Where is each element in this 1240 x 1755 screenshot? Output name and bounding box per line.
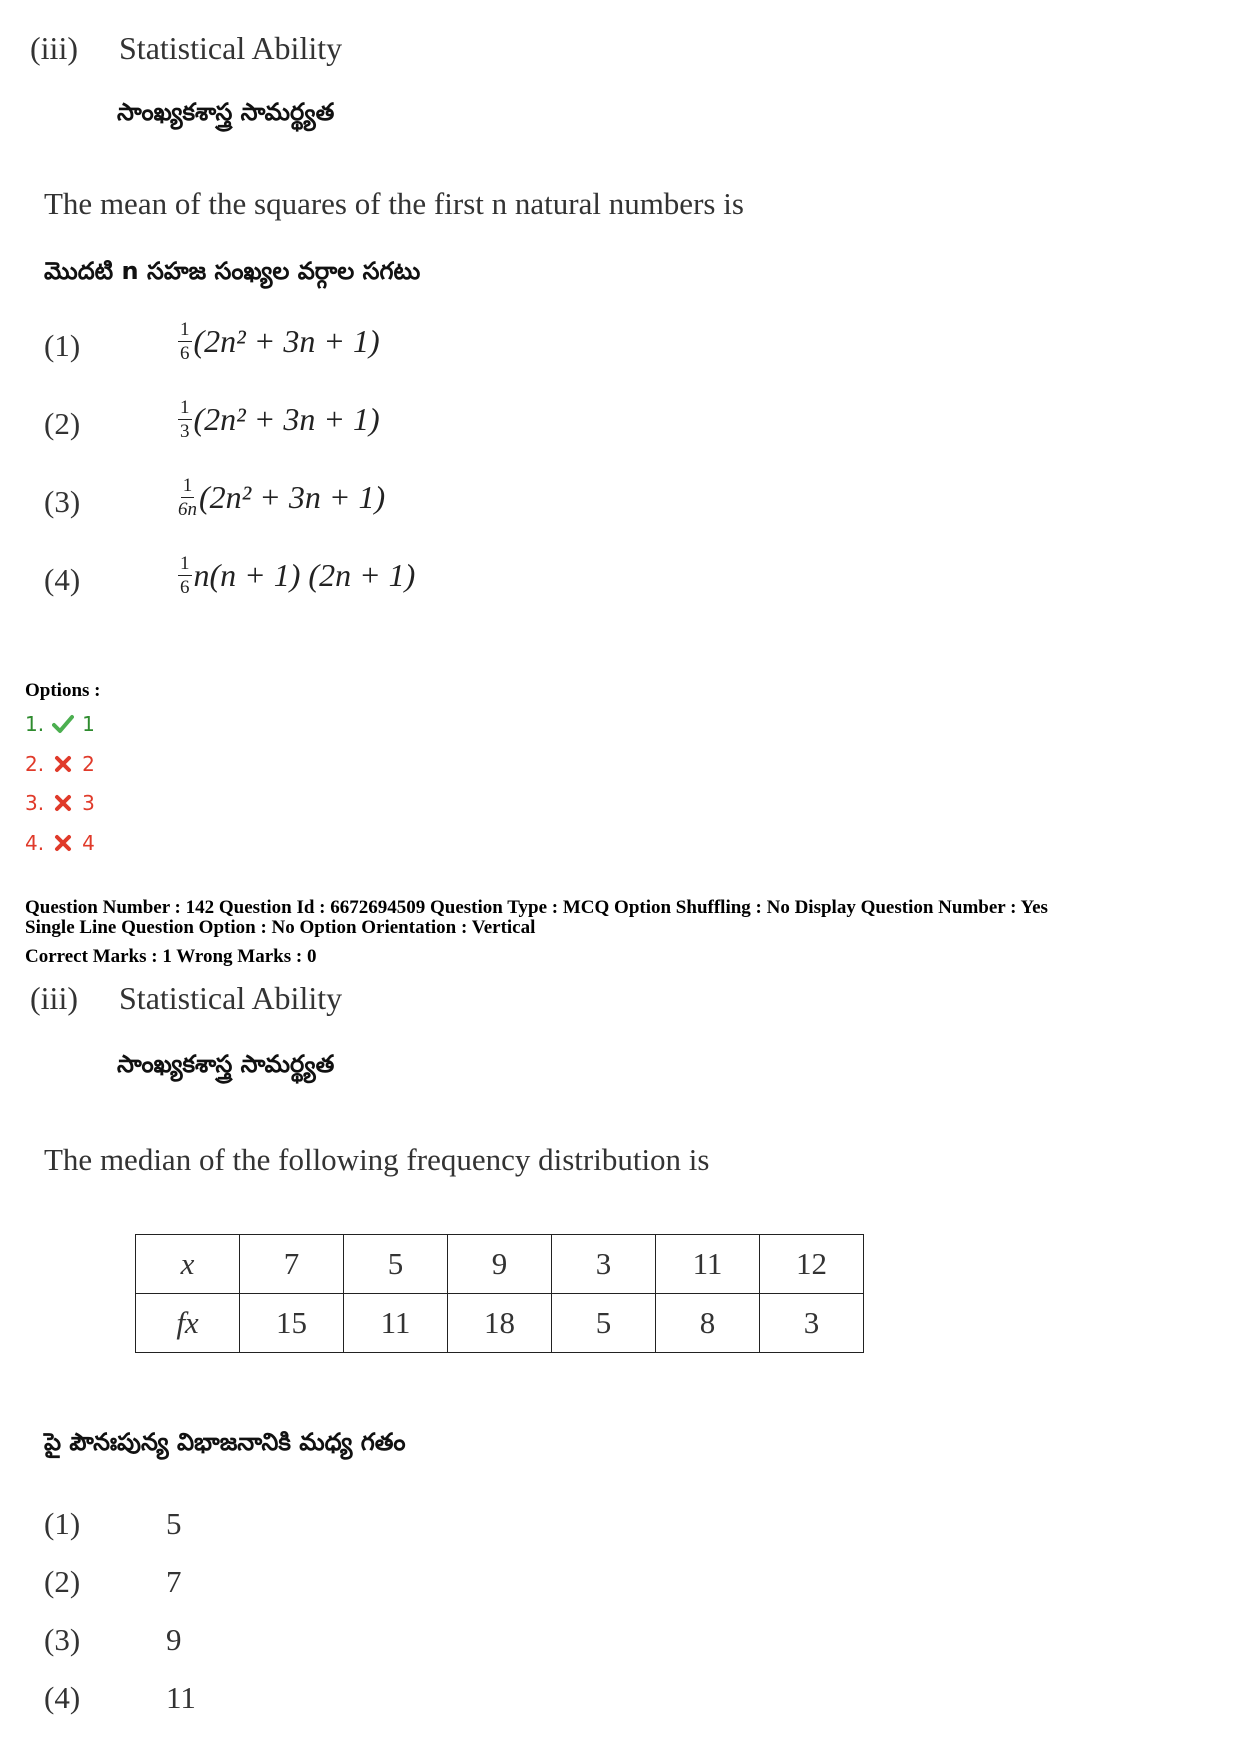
table-cell: 3 [760,1294,864,1353]
table-cell: 9 [448,1235,552,1294]
answer-choice: 3. 3 [25,791,95,815]
question-meta-line1: Question Number : 142 Question Id : 6672694509 Question Type : MCQ Option Shuffling : No Display Question Number : Yes [25,897,1048,918]
option-value: 11 [166,1680,196,1715]
section-title: Statistical Ability [119,30,343,66]
option-label: (3) [44,484,81,519]
frequency-table [135,1234,864,1353]
option-value: 5 [166,1506,182,1541]
options-heading: Options : [25,680,101,701]
table-cell: 8 [656,1294,760,1353]
question-meta-line2: Single Line Question Option : No Option Orientation : Vertical [25,917,536,938]
fraction: $\frac{1}{3}$ [180,397,190,442]
question-text-telugu: మొదటి n సహజ సంఖ్యల వర్గాల సగటు [44,257,421,285]
option-label: (3) [44,1622,81,1657]
question-meta-line3: Correct Marks : 1 Wrong Marks : 0 [25,946,317,967]
table-row [136,1294,864,1353]
table-header-cell: x [136,1235,240,1294]
question-text-en: The mean of the squares of the first n natural numbers is [44,186,744,221]
fraction: $\frac{1}{6}$ [180,319,190,364]
table-cell: 12 [760,1235,864,1294]
option-expression: $\frac{1}{6}$ n(n + 1) (2n + 1) [180,553,416,598]
option-label: (2) [44,406,81,441]
question-text [44,186,744,222]
table-cell: 18 [448,1294,552,1353]
option-label: (2) [44,1564,81,1599]
section-number: (iii) [30,30,78,66]
table-header-cell: fx [136,1294,240,1353]
section-title: Statistical Ability [119,980,343,1016]
option-expression: $\frac{1}{3}$ (2n² + 3n + 1) [180,397,380,442]
answer-choice: 2. 2 [25,752,95,776]
answer-choice: 4. 4 [25,831,95,855]
cross-icon [52,832,74,854]
option-expression: $\frac{1}{6n}$ (2n² + 3n + 1) [178,475,386,520]
check-icon [52,713,74,735]
option-expression: $\frac{1}{6}$ (2n² + 3n + 1) [180,319,380,364]
fraction: $\frac{1}{6}$ [180,553,190,598]
cross-icon [52,753,74,775]
table-cell: 11 [344,1294,448,1353]
table-cell: 11 [656,1235,760,1294]
table-cell: 3 [552,1235,656,1294]
table-cell: 5 [552,1294,656,1353]
table-cell: 15 [240,1294,344,1353]
question-text-telugu: పై పౌనఃపున్య విభాజనానికి మధ్య గతం [44,1428,406,1456]
section-title-telugu: సాంఖ్యకశాస్త్ర సామర్థ్యత [117,98,335,126]
option-label: (1) [44,1506,81,1541]
answer-choice: 1. 1 [25,712,95,736]
question-text-en: The median of the following frequency distribution is [44,1142,710,1177]
section-number: (iii) [30,980,78,1016]
option-label: (4) [44,562,81,597]
option-label: (1) [44,328,81,363]
table-row [136,1235,864,1294]
option-value: 9 [166,1622,182,1657]
fraction: $\frac{1}{6n}$ [178,475,197,520]
option-label: (4) [44,1680,81,1715]
section-title-telugu: సాంఖ్యకశాస్త్ర సామర్థ్యత [117,1050,335,1078]
cross-icon [52,792,74,814]
table-cell: 7 [240,1235,344,1294]
table-cell: 5 [344,1235,448,1294]
option-value: 7 [166,1564,182,1599]
